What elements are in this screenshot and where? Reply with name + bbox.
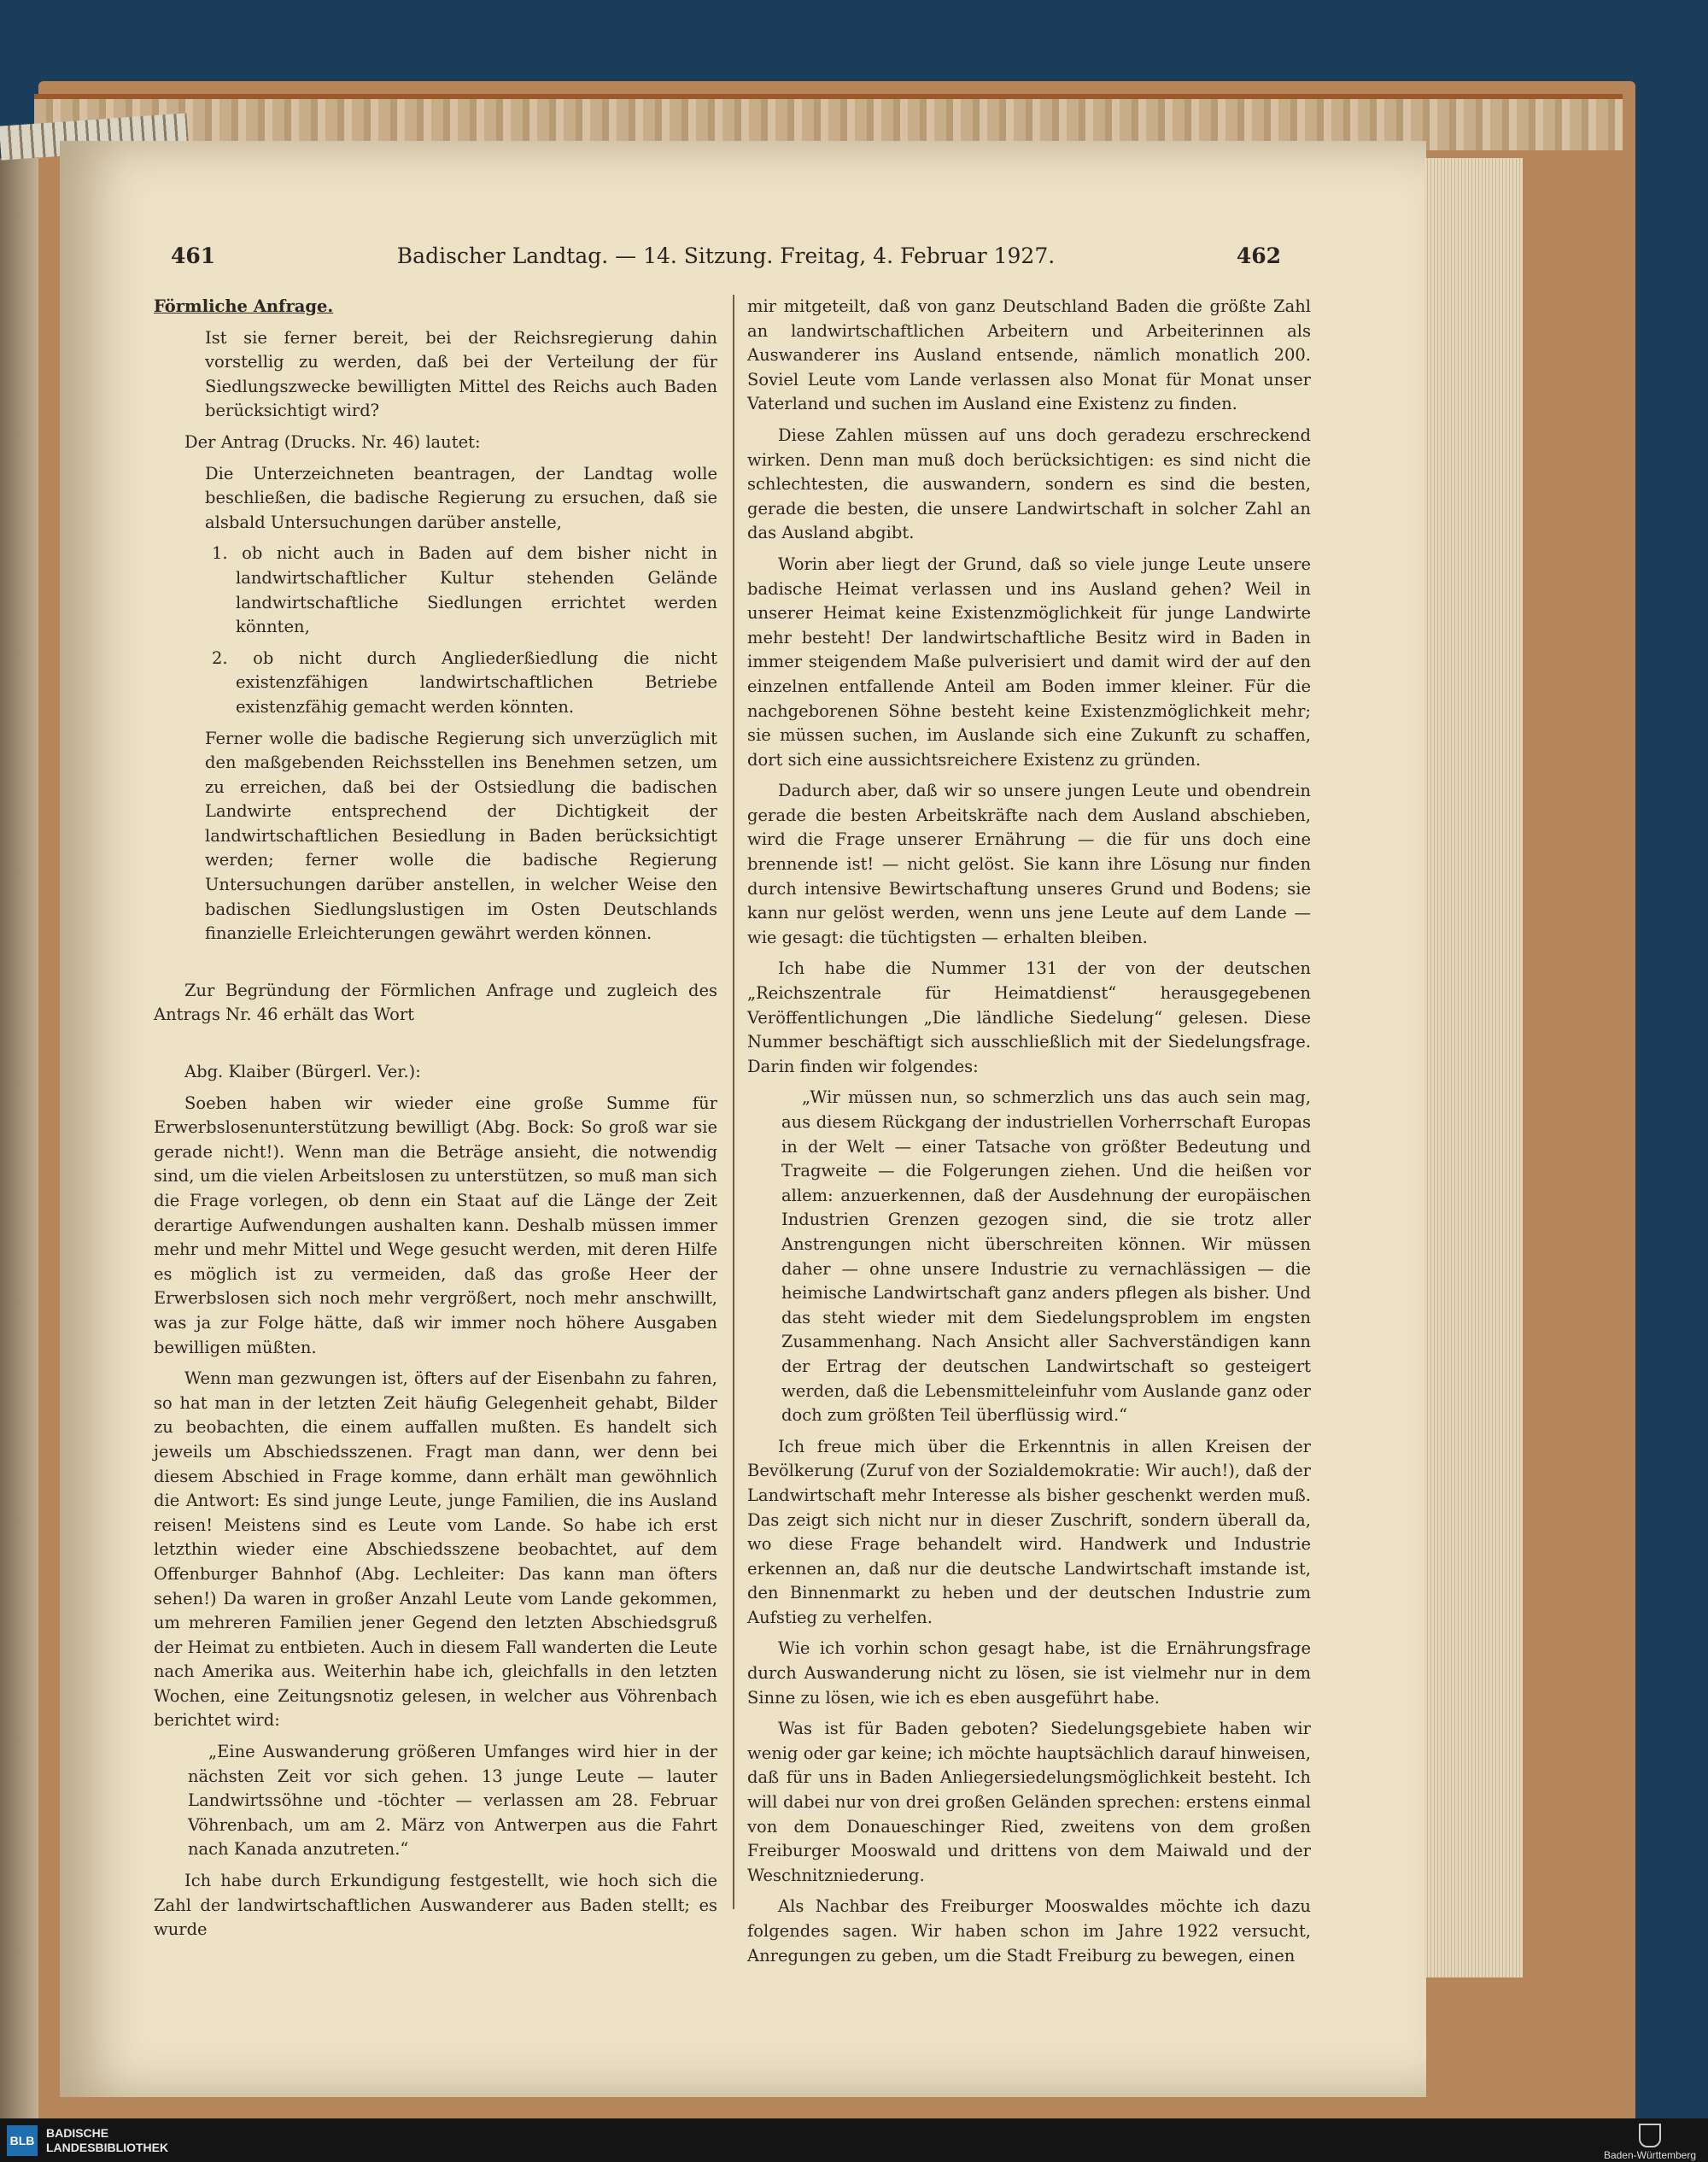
spacer	[154, 1034, 717, 1060]
column-divider	[733, 295, 734, 1909]
paragraph: Was ist für Baden geboten? Siedelungsgebiete haben wir wenig oder gar keine; ich möchte hauptsächlich darauf hinweisen, daß für uns in Baden Anliegersiedelungsmöglichkeit besteht. Ich will dabei nur von drei großen Geländen sprechen: erstens einmal von dem Donaueschinger Ried, zweitens von dem großen Freiburger Mooswald und drittens von dem Maiwald und der Weschnitzniederung.	[747, 1719, 1311, 1885]
spacer	[154, 953, 717, 979]
paragraph: „Eine Auswanderung größeren Umfanges wird hier in der nächsten Zeit vor sich gehen. 13 junge Leute — lauter Landwirtssöhne und -töchter — verlassen am 28. Februar Vöhrenbach, um am 2. März von Antwerpen aus die Fahrt nach Kanada anzutreten.“	[188, 1742, 717, 1860]
paragraph: Ich freue mich über die Erkenntnis in allen Kreisen der Bevölkerung (Zuruf von der Sozialdemokratie: Wir auch!), daß der Landwirtschaft mehr Interesse als bisher geschenkt werden muß. Das zeigt sich nicht nur in dieser Zuschrift, sondern überall da, wo diese Frage behandelt wird. Handwerk und Industrie erkennen an, daß nur die deutsche Landwirtschaft imstande ist, den Binnenmarkt zu heben und der deutschen Industrie zum Aufstieg zu verhelfen.	[747, 1436, 1311, 1627]
paragraph: „Wir müssen nun, so schmerzlich uns das auch sein mag, aus diesem Rückgang der industriellen Vorherrschaft Europas in der Welt — einer Tatsache von größter Bedeutung und Tragweite — die Folgerungen ziehen. Und die heißen vor allem: anzuerkennen, daß der Ausdehnung der europäischen Industrien Grenzen gezogen sind, die sie trotz aller Anstrengungen nicht überschreiten können. Wir müssen daher — ohne unsere Industrie zu vernachlässigen — die heimische Landwirtschaft ganz anders pflegen als bisher. Und das steht wieder mit dem Siedelungsproblem im engsten Zusammenhang. Nach Ansicht aller Sachverständigen kann der Ertrag der deutschen Landwirtschaft so gesteigert werden, daß die Lebensmitteleinfuhr vom Auslande ganz oder doch zum größten Teil überflüssig wird.“	[781, 1087, 1311, 1426]
section-heading: Förmliche Anfrage.	[154, 296, 334, 316]
page-number-left: 461	[171, 243, 216, 268]
footer-bar	[0, 2118, 1708, 2162]
paragraph: 1. ob nicht auch in Baden auf dem bisher nicht in landwirtschaftlicher Kultur stehenden Gelände landwirtschaftliche Siedlungen errichtet werden könnten,	[212, 543, 717, 637]
blb-logo[interactable]: BLB	[7, 2125, 38, 2156]
paragraph: Soeben haben wir wieder eine große Summe für Erwerbslosenunterstützung bewilligt (Abg. Bock: So groß war sie gerade nicht!). Wenn man die Beträge ansieht, die notwendig sind, um die vielen Arbeitslosen zu unterstützen, so muß man sich die Frage vorlegen, ob denn ein Staat auf die Länge der Zeit derartige Aufwendungen aushalten kann. Deshalb müssen immer mehr und mehr Mittel und Wege gesucht werden, mit deren Hilfe es möglich ist zu vermeiden, daß das große Heer der Erwerbslosen sich noch mehr vergrößert, noch mehr anschwillt, was ja zur Folge hätte, daß wir immer noch höhere Ausgaben bewilligen müßten.	[154, 1093, 717, 1357]
paragraph: Wenn man gezwungen ist, öfters auf der Eisenbahn zu fahren, so hat man in der letzten Zeit häufig Gelegenheit gehabt, Bilder zu beobachten, die einem auffallen mußten. Es handelt sich jeweils um Abschiedsszenen. Fragt man dann, wer denn bei diesem Abschied in Frage komme, dann erhält man gewöhnlich die Antwort: Es sind junge Leute, junge Familien, die ins Ausland reisen! Meistens sind es Leute vom Lande. So habe ich erst letzthin wieder eine Abschiedsszene beobachtet, auf dem Offenburger Bahnhof (Abg. Lechleiter: Das kann man öfters sehen!) Da waren in großer Anzahl Leute vom Lande gekommen, um mehreren Familien jener Gegend den letzten Abschiedsgruß der Heimat zu entbieten. Auch in diesem Fall wanderten die Leute nach Amerika aus. Weiterhin habe ich, gleichfalls in den letzten Wochen, eine Zeitungsnotiz gelesen, in welcher aus Vöhrenbach berichtet wird:	[154, 1368, 717, 1731]
paragraph: Die Unterzeichneten beantragen, der Landtag wolle beschließen, die badische Regierung zu ersuchen, daß sie alsbald Untersuchungen darüber anstelle,	[205, 463, 717, 532]
paragraph: Ich habe durch Erkundigung festgestellt, wie hoch sich die Zahl der landwirtschaftlichen Auswanderer aus Baden stellt; es wurde	[154, 1871, 717, 1940]
left-column	[154, 295, 717, 1949]
state-logo	[1604, 2124, 1696, 2161]
state-name: Baden-Württemberg	[1603, 2149, 1696, 2161]
paragraph: Ferner wolle die badische Regierung sich unverzüglich mit den maßgebenden Reichsstellen ins Benehmen setzen, um zu erreichen, daß bei der Ostsiedlung die badischen Landwirte entsprechend der Dichtigkeit der landwirtschaftlichen Besiedlung in Baden berücksichtigt werden; ferner wolle die badische Regierung Untersuchungen darüber anstellen, in welcher Weise den badischen Siedlungslustigen im Osten Deutschlands finanzielle Erleichterungen gewährt werden können.	[205, 728, 717, 944]
library-name	[46, 2126, 168, 2155]
paragraph: Dadurch aber, daß wir so unsere jungen Leute und obendrein gerade die besten Arbeitskräfte nach dem Ausland abschieben, wird die Frage unserer Ernährung — die für uns doch eine brennende ist! — nicht gelöst. Sie kann ihre Lösung nur finden durch intensive Bewirtschaftung unseres Grund und Bodens; sie kann nur gelöst werden, wenn uns jene Leute auf dem Lande — wie gesagt: die tüchtigsten — erhalten bleiben.	[747, 781, 1311, 947]
paragraph: Wie ich vorhin schon gesagt habe, ist die Ernährungsfrage durch Auswanderung nicht zu lösen, sie ist vielmehr nur in dem Sinne zu lösen, wie ich es eben ausgeführt habe.	[747, 1638, 1311, 1708]
running-header	[171, 243, 1281, 274]
library-name-line1: BADISCHE	[46, 2126, 109, 2140]
paragraph: Worin aber liegt der Grund, daß so viele junge Leute unsere badische Heimat verlassen und ins Ausland gehen? Weil in unserer Heimat keine Existenzmöglichkeit für junge Landwirte mehr besteht! Der landwirtschaftliche Besitz wird in Baden in immer steigendem Maße pulverisiert und damit wird der auf den einzelnen entfallende Anteil am Boden immer kleiner. Für die nachgeborenen Söhne besteht keine Existenzmöglichkeit mehr; sie müssen suchen, im Auslande sich eine Zukunft zu schaffen, dort sich eine aussichtsreichere Existenz zu gründen.	[747, 554, 1311, 770]
library-name-line2: LANDESBIBLIOTHEK	[46, 2141, 169, 2154]
paragraph: Als Nachbar des Freiburger Mooswaldes möchte ich dazu folgendes sagen. Wir haben schon im Jahre 1922 versucht, Anregungen zu geben, um die Stadt Freiburg zu bewegen, einen	[747, 1896, 1311, 1966]
page-number-right: 462	[1236, 243, 1281, 268]
paragraph: mir mitgeteilt, daß von ganz Deutschland Baden die größte Zahl an landwirtschaftlichen Arbeitern und Arbeiterinnen als Auswanderer ins Ausland entsende, nämlich monatlich 200. Soviel Leute vom Lande verlassen also Monat für Monat unser Vaterland und suchen im Ausland eine Existenz zu finden.	[747, 296, 1311, 414]
crest-icon	[1639, 2124, 1661, 2147]
paragraph: Zur Begründung der Förmlichen Anfrage und zugleich des Antrags Nr. 46 erhält das Wort	[154, 980, 717, 1025]
paragraph: Diese Zahlen müssen auf uns doch geradezu erschreckend wirken. Denn man muß doch berücksichtigen: es sind nicht die schlechtesten, die auswandern, sondern es sind die besten, gerade die besten, die unsere Landwirtschaft in solcher Zahl an das Ausland abgibt.	[747, 425, 1311, 543]
right-column	[747, 295, 1311, 1975]
paragraph: Der Antrag (Drucks. Nr. 46) lautet:	[184, 431, 481, 452]
paragraph: Abg. Klaiber (Bürgerl. Ver.):	[184, 1062, 421, 1082]
paragraph: Ist sie ferner bereit, bei der Reichsregierung dahin vorstellig zu werden, daß bei der Verteilung der für Siedlungszwecke bewilligten Mittel des Reichs auch Baden berücksichtigt wird?	[205, 327, 717, 421]
paragraph: Ich habe die Nummer 131 der von der deutschen „Reichszentrale für Heimatdienst“ herausgegebenen Veröffentlichungen „Die ländliche Siedelung“ gelesen. Diese Nummer beschäftigt sich ausschließlich mit der Siedelungsfrage. Darin finden wir folgendes:	[747, 958, 1311, 1076]
paragraph: 2. ob nicht durch Angliederßiedlung die nicht existenzfähigen landwirtschaftlichen Betriebe existenzfähig gemacht werden könnten.	[212, 647, 717, 717]
header-title: Badischer Landtag. — 14. Sitzung. Freitag, 4. Februar 1927.	[396, 243, 1056, 268]
page-fore-edge	[1424, 158, 1523, 1977]
